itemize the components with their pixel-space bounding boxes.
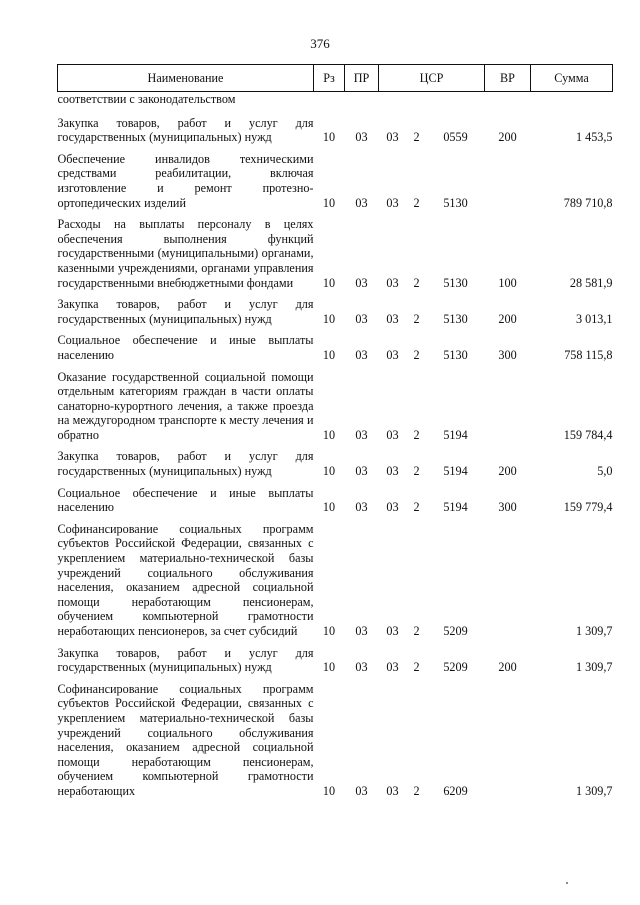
row-name: Оказание государственной социальной помощи отдельным категориям граждан в части оплаты санаторно-курортного лечения, а также проезда на междугородном транспорте к месту лечения и обратно bbox=[57, 369, 314, 442]
row-csr-part1: 03 bbox=[386, 275, 399, 290]
row-csr-part3: 5130 bbox=[443, 195, 468, 210]
row-rz: 10 bbox=[322, 130, 336, 145]
row-sum: 758 115,8 bbox=[564, 347, 613, 362]
table-body bbox=[58, 92, 613, 799]
row-spacer bbox=[58, 290, 613, 297]
row-spacer-cell bbox=[58, 210, 613, 217]
row-vr bbox=[485, 152, 531, 210]
row-rz: 10 bbox=[322, 660, 336, 675]
row-spacer bbox=[58, 109, 613, 116]
row-csr-part3: 5209 bbox=[443, 624, 468, 638]
row-vr: 300 bbox=[498, 347, 517, 362]
table-row bbox=[58, 449, 613, 478]
table-header-row bbox=[58, 65, 613, 92]
row-rz: 10 bbox=[322, 624, 336, 638]
row-csr-part3: 0559 bbox=[443, 130, 468, 145]
row-pr: 03 bbox=[355, 464, 368, 479]
table-row bbox=[58, 333, 613, 362]
row-csr-part2: 2 bbox=[413, 347, 420, 362]
row-csr-part2: 2 bbox=[413, 464, 420, 479]
row-spacer bbox=[58, 675, 613, 682]
row-sum: 1 453,5 bbox=[575, 130, 613, 145]
header-rz: Рз bbox=[314, 65, 345, 92]
table-row bbox=[58, 370, 613, 443]
row-pr: 03 bbox=[355, 783, 368, 798]
row-vr: 200 bbox=[498, 130, 517, 145]
row-rz: 10 bbox=[322, 427, 336, 442]
row-rz: 10 bbox=[322, 275, 336, 290]
row-csr-part2: 2 bbox=[413, 195, 420, 210]
row-name: Софинансирование социальных программ субъектов Российской Федерации, связанных с укреплением материально-технической базы учреждений социального обслуживания населения, оказанием адресной социальной помощи неработающим пенсионерам, обучением компьютерной грамотности неработающих пенсионеров, за счет субсидий bbox=[57, 521, 314, 638]
row-name: Обеспечение инвалидов техническими средствами реабилитации, включая изготовление и ремонт протезно-ортопедических изделий bbox=[57, 151, 314, 210]
row-pr: 03 bbox=[355, 311, 368, 326]
row-rz: 10 bbox=[322, 464, 336, 479]
row-csr-part2: 2 bbox=[413, 427, 420, 442]
row-name: Расходы на выплаты персоналу в целях обеспечения выполнения функций государственными (муниципальными) органами, казенными учреждениями, органами управления государственными внебюджетными фондами bbox=[57, 217, 314, 290]
row-spacer bbox=[58, 145, 613, 152]
row-csr-part3: 5194 bbox=[443, 500, 468, 515]
row-pr: 03 bbox=[355, 427, 368, 442]
table-row bbox=[58, 682, 613, 799]
table-row bbox=[58, 217, 613, 290]
header-pr: ПР bbox=[345, 65, 379, 92]
table-row bbox=[58, 486, 613, 515]
row-sum: 1 309,7 bbox=[575, 660, 613, 675]
row-name: Социальное обеспечение и иные выплаты населению bbox=[57, 485, 314, 515]
row-pr: 03 bbox=[355, 660, 368, 675]
header-name: Наименование bbox=[58, 65, 314, 92]
row-csr-part1: 03 bbox=[386, 195, 399, 210]
row-csr-part1: 03 bbox=[386, 427, 399, 442]
row-spacer-cell bbox=[58, 442, 613, 449]
row-sum: 28 581,9 bbox=[569, 275, 613, 290]
row-spacer-cell bbox=[58, 515, 613, 522]
row-csr-part3: 5209 bbox=[443, 660, 468, 675]
row-csr-part1: 03 bbox=[386, 464, 399, 479]
row-spacer bbox=[58, 363, 613, 370]
row-spacer-cell bbox=[58, 326, 613, 333]
row-spacer bbox=[58, 479, 613, 486]
row-rz: 10 bbox=[322, 311, 336, 326]
row-csr-part1: 03 bbox=[386, 500, 399, 515]
row-rz: 10 bbox=[322, 500, 336, 515]
row-csr-part3: 5130 bbox=[443, 311, 468, 326]
row-sum: 5,0 bbox=[597, 464, 613, 479]
row-sum: 1 309,7 bbox=[575, 783, 613, 798]
row-csr-part3: 5194 bbox=[443, 427, 468, 442]
row-csr-part1: 03 bbox=[386, 347, 399, 362]
budget-table bbox=[57, 64, 613, 799]
row-sum: 159 784,4 bbox=[563, 427, 613, 442]
scan-speck bbox=[566, 882, 568, 884]
row-name: Закупка товаров, работ и услуг для государственных (муниципальных) нужд bbox=[57, 297, 314, 326]
row-spacer-cell bbox=[58, 479, 613, 486]
row-sum: 159 779,4 bbox=[563, 500, 613, 515]
continued-text-row bbox=[58, 92, 613, 109]
row-spacer-cell bbox=[58, 639, 613, 646]
row-vr bbox=[485, 522, 531, 639]
row-csr-part2: 2 bbox=[413, 624, 420, 638]
row-csr-part2: 2 bbox=[413, 783, 420, 798]
row-sum: 789 710,8 bbox=[563, 195, 613, 210]
table-row bbox=[58, 297, 613, 326]
row-spacer bbox=[58, 210, 613, 217]
row-csr-part1: 03 bbox=[386, 660, 399, 675]
row-vr: 100 bbox=[498, 275, 517, 290]
header-sum: Сумма bbox=[531, 65, 613, 92]
row-sum: 3 013,1 bbox=[575, 311, 613, 326]
row-csr-part2: 2 bbox=[413, 275, 420, 290]
row-csr-part1: 03 bbox=[386, 311, 399, 326]
row-pr: 03 bbox=[355, 347, 368, 362]
row-csr-part3: 5194 bbox=[443, 464, 468, 479]
row-vr bbox=[485, 682, 531, 799]
row-csr-part1: 03 bbox=[386, 783, 399, 798]
table-row bbox=[58, 116, 613, 145]
row-sum: 1 309,7 bbox=[575, 624, 613, 638]
row-spacer-cell bbox=[58, 363, 613, 370]
row-spacer bbox=[58, 326, 613, 333]
header-csr: ЦСР bbox=[379, 65, 485, 92]
row-name: Закупка товаров, работ и услуг для государственных (муниципальных) нужд bbox=[57, 449, 314, 479]
row-vr: 200 bbox=[498, 660, 517, 675]
row-csr-part2: 2 bbox=[413, 311, 420, 326]
row-name: Социальное обеспечение и иные выплаты населению bbox=[57, 333, 314, 362]
row-pr: 03 bbox=[355, 500, 368, 515]
row-pr: 03 bbox=[355, 130, 368, 145]
row-spacer bbox=[58, 442, 613, 449]
row-csr-part3: 5130 bbox=[443, 275, 468, 290]
row-pr: 03 bbox=[355, 195, 368, 210]
row-csr-part1: 03 bbox=[386, 130, 399, 145]
row-spacer-cell bbox=[58, 145, 613, 152]
table-row bbox=[58, 646, 613, 675]
row-rz: 10 bbox=[322, 783, 336, 798]
row-spacer-cell bbox=[58, 290, 613, 297]
row-spacer-cell bbox=[58, 675, 613, 682]
row-rz: 10 bbox=[322, 347, 336, 362]
table-row bbox=[58, 152, 613, 210]
table-row bbox=[58, 522, 613, 639]
row-csr-part3: 5130 bbox=[443, 347, 468, 362]
row-csr-part3: 6209 bbox=[443, 783, 468, 798]
header-vr: ВР bbox=[485, 65, 531, 92]
row-name: Закупка товаров, работ и услуг для государственных (муниципальных) нужд bbox=[57, 645, 314, 675]
row-vr: 200 bbox=[498, 311, 517, 326]
row-csr-part2: 2 bbox=[413, 130, 420, 145]
row-csr-part2: 2 bbox=[413, 500, 420, 515]
row-pr: 03 bbox=[355, 275, 368, 290]
row-rz: 10 bbox=[322, 195, 336, 210]
row-pr: 03 bbox=[355, 624, 368, 638]
row-name: Софинансирование социальных программ субъектов Российской Федерации, связанных с укреплением материально-технической базы учреждений социального обслуживания населения, оказанием адресной социальной помощи неработающим пенсионерам, обучением компьютерной грамотности неработающих bbox=[57, 681, 314, 798]
row-spacer-cell bbox=[58, 109, 613, 116]
row-vr: 300 bbox=[498, 500, 517, 515]
row-vr: 200 bbox=[498, 464, 517, 479]
row-spacer bbox=[58, 639, 613, 646]
row-csr-part1: 03 bbox=[386, 624, 399, 638]
row-csr-part2: 2 bbox=[413, 660, 420, 675]
row-name: Закупка товаров, работ и услуг для государственных (муниципальных) нужд bbox=[57, 115, 314, 145]
page-number: 376 bbox=[310, 36, 330, 51]
row-vr bbox=[485, 370, 531, 443]
continued-text: соответствии с законодательством bbox=[57, 92, 236, 106]
row-spacer bbox=[58, 515, 613, 522]
